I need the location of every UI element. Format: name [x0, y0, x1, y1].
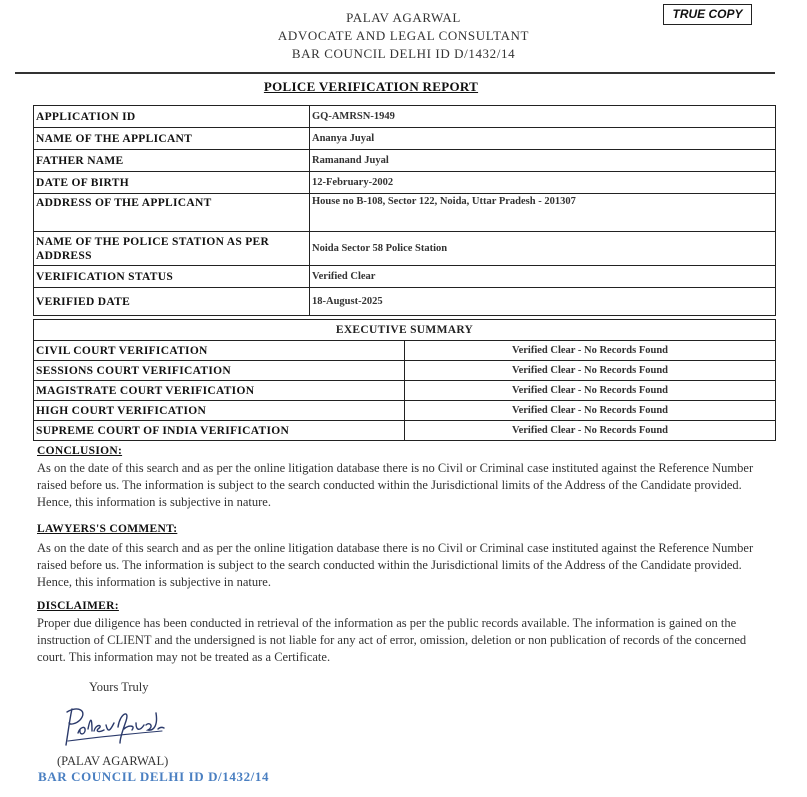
- advocate-title: ADVOCATE AND LEGAL CONSULTANT: [277, 28, 530, 43]
- table-row: [34, 381, 776, 401]
- summary-value: Verified Clear - No Records Found: [405, 421, 776, 441]
- summary-value: Verified Clear - No Records Found: [405, 341, 776, 361]
- report-title: POLICE VERIFICATION REPORT: [263, 79, 479, 94]
- table-row: [34, 150, 776, 172]
- table-row: [34, 288, 776, 316]
- lawyers-comment-text: As on the date of this search and as per the online litigation database there is no Civil or Criminal case instituted against the Reference Number raised before us. The information is subject to the search conducted within the Jurisdictional limits of the Address of the Candidate provided. Hence, this information is subjective in nature.: [37, 541, 754, 589]
- table-row: [34, 194, 776, 232]
- detail-value: Ramanand Juyal: [310, 150, 776, 172]
- executive-summary-table: [33, 319, 776, 441]
- detail-label: VERIFIED DATE: [34, 288, 310, 316]
- advocate-name: PALAV AGARWAL: [346, 10, 461, 25]
- detail-label: NAME OF THE APPLICANT: [34, 128, 310, 150]
- conclusion-heading: CONCLUSION:: [37, 445, 123, 457]
- table-row: [34, 128, 776, 150]
- summary-label: SUPREME COURT OF INDIA VERIFICATION: [34, 421, 405, 441]
- table-row: [34, 266, 776, 288]
- detail-label: DATE OF BIRTH: [34, 172, 310, 194]
- summary-label: SESSIONS COURT VERIFICATION: [34, 361, 405, 381]
- true-copy-stamp: TRUE COPY: [663, 4, 752, 25]
- closing-salutation: Yours Truly: [89, 680, 149, 694]
- conclusion-text: As on the date of this search and as per the online litigation database there is no Civil or Criminal case instituted against the Reference Number raised before us. The information is subject to the search conducted within the Jurisdictional limits of the Address of the Candidate provided. Hence, this information is subjective in nature.: [37, 461, 754, 509]
- applicant-details-table: [33, 105, 776, 316]
- detail-value: 12-February-2002: [310, 172, 776, 194]
- summary-label: HIGH COURT VERIFICATION: [34, 401, 405, 421]
- detail-value: Ananya Juyal: [310, 128, 776, 150]
- detail-label: APPLICATION ID: [34, 106, 310, 128]
- detail-value: Verified Clear: [310, 266, 776, 288]
- detail-label: ADDRESS OF THE APPLICANT: [34, 194, 310, 232]
- table-row: [34, 421, 776, 441]
- summary-value: Verified Clear - No Records Found: [405, 401, 776, 421]
- footer-bar-council-id: BAR COUNCIL DELHI ID D/1432/14: [38, 769, 270, 784]
- detail-value: House no B-108, Sector 122, Noida, Uttar Pradesh - 201307: [310, 194, 776, 232]
- table-row: [34, 320, 776, 341]
- summary-label: CIVIL COURT VERIFICATION: [34, 341, 405, 361]
- disclaimer-text: Proper due diligence has been conducted in retrieval of the information as per the public records available. The information is gained on the instruction of CLIENT and the undersigned is not liable for any act of error, omission, deletion or non publication of records of the concerned court. This information may not be treated as a Certificate.: [37, 616, 747, 664]
- table-row: [34, 172, 776, 194]
- summary-value: Verified Clear - No Records Found: [405, 381, 776, 401]
- executive-summary-heading: EXECUTIVE SUMMARY: [34, 320, 776, 341]
- signer-name: (PALAV AGARWAL): [57, 754, 169, 768]
- bar-council-id: BAR COUNCIL DELHI ID D/1432/14: [291, 46, 516, 61]
- header-divider: [15, 72, 775, 74]
- detail-label: NAME OF THE POLICE STATION AS PER ADDRESS: [34, 232, 310, 266]
- handwritten-signature: [58, 703, 168, 751]
- lawyers-comment-heading: LAWYERS'S COMMENT:: [37, 523, 178, 535]
- detail-value: GQ-AMRSN-1949: [310, 106, 776, 128]
- table-row: [34, 106, 776, 128]
- table-row: [34, 361, 776, 381]
- summary-value: Verified Clear - No Records Found: [405, 361, 776, 381]
- disclaimer-heading: DISCLAIMER:: [37, 600, 119, 612]
- detail-value: 18-August-2025: [310, 288, 776, 316]
- detail-label: FATHER NAME: [34, 150, 310, 172]
- detail-value: Noida Sector 58 Police Station: [310, 232, 776, 266]
- summary-label: MAGISTRATE COURT VERIFICATION: [34, 381, 405, 401]
- table-row: [34, 232, 776, 266]
- table-row: [34, 341, 776, 361]
- table-row: [34, 401, 776, 421]
- detail-label: VERIFICATION STATUS: [34, 266, 310, 288]
